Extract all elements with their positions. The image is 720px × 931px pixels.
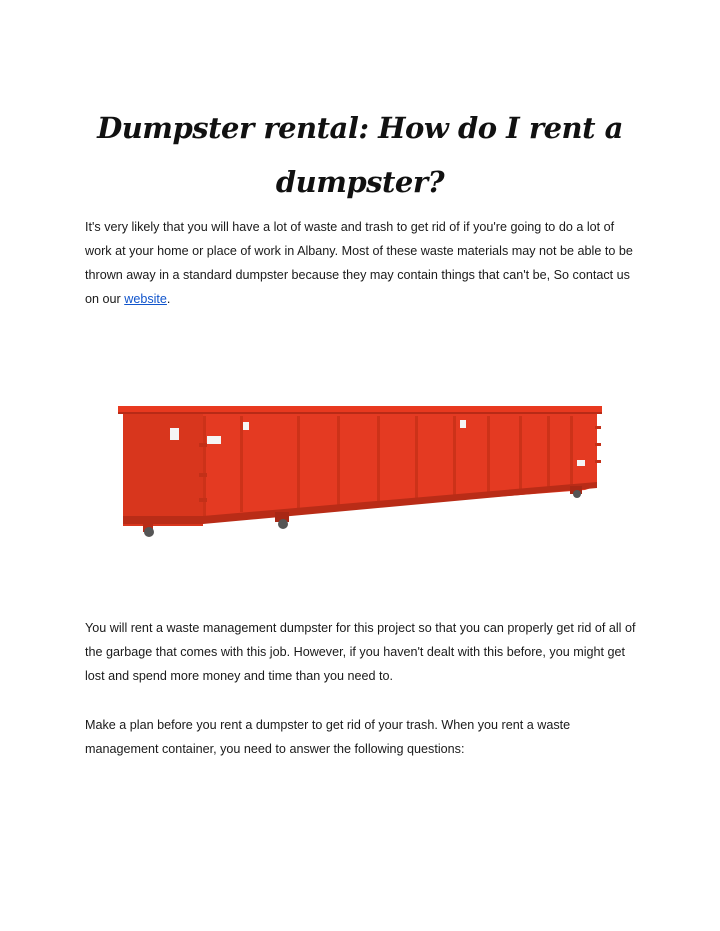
- website-link[interactable]: website: [124, 291, 167, 306]
- dumpster-image: [115, 398, 605, 538]
- intro-text: It's very likely that you will have a lot of waste and trash to get rid of if you're going to do a lot of work at your home or place of work in Albany. Most of these waste materials may not be able to be thrown away in a standard dumpster because they may contain things that can't be, So contact us on our: [85, 219, 633, 306]
- body-paragraph-3: Make a plan before you rent a dumpster to get rid of your trash. When you rent a waste management container, you need to answer the following questions:: [85, 717, 571, 756]
- intro-text-end: .: [166, 291, 171, 306]
- page-title: Dumpster rental: How do I rent a dumpster?: [97, 111, 623, 200]
- dumpster-illustration: [115, 398, 605, 538]
- intro-paragraph: [85, 215, 641, 311]
- body-paragraph-2: You will rent a waste management dumpster for this project so that you can properly get rid of all of the garbage that comes with this job. However, if you haven't dealt with this before, you might get lost and spend more money and time than you need to.: [85, 620, 636, 683]
